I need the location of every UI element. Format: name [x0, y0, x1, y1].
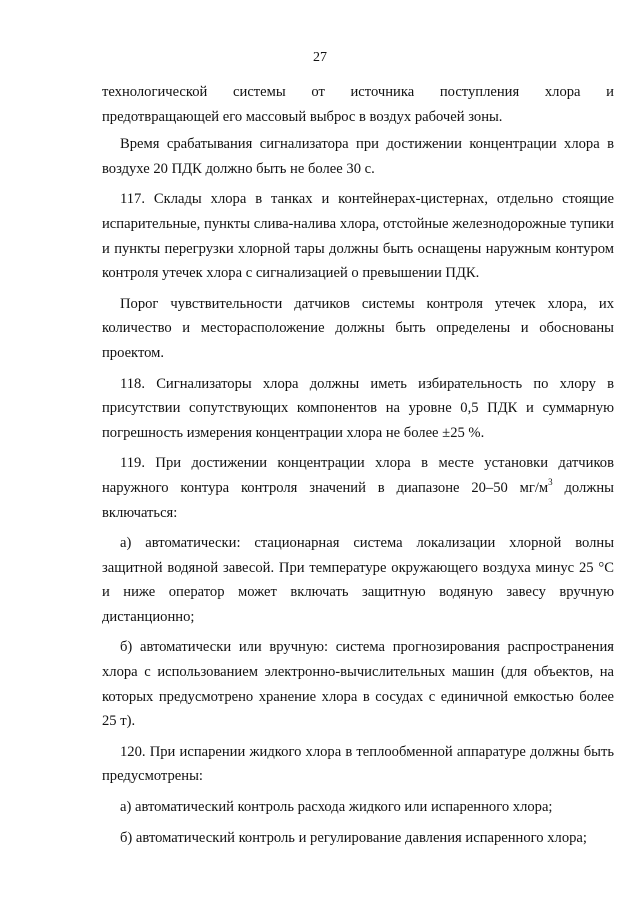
paragraph-item-120-b: б) автоматический контроль и регулирование давления испаренного хлора;	[120, 829, 587, 846]
word: хлора	[544, 84, 581, 100]
item-119-text: 119. При достижении концентрации хлора в месте установки датчиков наружного контура контроля значений в диапазоне 20–50 мг/м	[102, 455, 614, 496]
paragraph-item-118: 118. Сигнализаторы хлора должны иметь избирательность по хлору в присутствии сопутствующих компонентов на уровне 0,5 ПДК и суммарную погрешность измерения концентрации хлора не более ±25 %.	[102, 375, 614, 441]
cubic-superscript: 3	[548, 477, 553, 488]
continuation-line-1	[102, 80, 614, 105]
item-119-text-end: должны включаться:	[102, 479, 614, 521]
page-number: 27	[313, 50, 327, 65]
paragraph-threshold: Порог чувствительности датчиков системы контроля утечек хлора, их количество и месторасположение должны быть определены и обоснованы проектом.	[102, 295, 614, 361]
word: системы	[233, 84, 286, 100]
paragraph-item-120: 120. При испарении жидкого хлора в теплообменной аппаратуре должны быть предусмотрены:	[102, 743, 614, 785]
word: технологической	[102, 84, 208, 100]
word: поступления	[439, 84, 520, 100]
word: от	[311, 84, 325, 100]
paragraph-item-119-b: б) автоматически или вручную: система прогнозирования распространения хлора с использованием электронно-вычислительных машин (для объектов, на которых предусмотрено хранение хлора в сосудах с единичной емкостью более 25 т).	[102, 639, 614, 730]
word: и	[606, 84, 614, 100]
paragraph-item-120-a: а) автоматический контроль расхода жидкого или испаренного хлора;	[120, 799, 553, 816]
paragraph-item-117: 117. Склады хлора в танках и контейнерах-цистернах, отдельно стоящие испарительные, пункты слива-налива хлора, отстойные железнодорожные тупики и пункты перегрузки хлорной тары должны быть оснащены наружным контуром контроля утечек хлора с сигнализацией о превышении ПДК.	[102, 191, 614, 282]
page-body	[102, 80, 614, 856]
paragraph-response-time: Время срабатывания сигнализатора при достижении концентрации хлора в воздухе 20 ПДК должно быть не более 30 с.	[102, 136, 614, 177]
continuation-line-2: предотвращающей его массовый выброс в воздух рабочей зоны.	[102, 108, 503, 125]
paragraph-item-119-a: а) автоматически: стационарная система локализации хлорной волны защитной водяной завесой. При температуре окружающего воздуха минус 25 °С и ниже оператор может включать защитную водяную завесу вручную дистанционно;	[102, 535, 614, 625]
paragraph-item-119	[102, 451, 614, 525]
word: источника	[350, 84, 415, 100]
